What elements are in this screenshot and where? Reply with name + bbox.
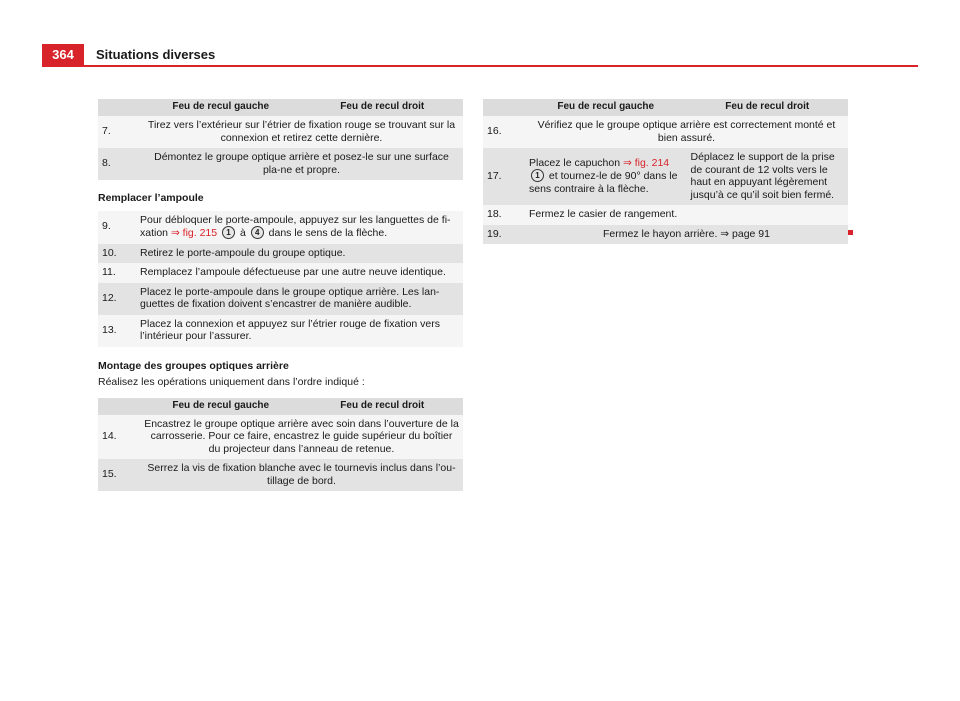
callout-badge: 1 bbox=[531, 169, 544, 182]
header-left-light: Feu de recul gauche bbox=[140, 398, 302, 415]
step-text: Tirez vers l’extérieur sur l’étrier de fixation rouge se trouvant sur la connexion et retirez cette dernière. bbox=[140, 116, 463, 148]
steps-table-removal bbox=[98, 99, 463, 180]
right-column bbox=[483, 99, 848, 244]
step-number: 9. bbox=[98, 211, 136, 244]
step-text: Encastrez le groupe optique arrière avec soin dans l’ouverture de la carrosserie. Pour ce faire, encastrez le guide supérieur du boîtier du projecteur dans l’anneau de retenue. bbox=[140, 415, 463, 460]
step-number: 12. bbox=[98, 283, 136, 315]
table-row bbox=[98, 211, 463, 244]
step-number: 13. bbox=[98, 315, 136, 347]
step-text: Démontez le groupe optique arrière et posez-le sur une surface pla-ne et propre. bbox=[140, 148, 463, 180]
steps-table-replace bbox=[98, 211, 463, 347]
table-header bbox=[98, 99, 463, 116]
steps-table-final bbox=[483, 99, 848, 244]
step-text bbox=[136, 211, 463, 244]
step-text: Serrez la vis de fixation blanche avec le tournevis inclus dans l’ou-tillage de bord. bbox=[140, 459, 463, 491]
step-text: Vérifiez que le groupe optique arrière est correctement monté et bien assuré. bbox=[525, 116, 848, 148]
step-text-part: à bbox=[237, 227, 249, 239]
callout-badge: 1 bbox=[222, 226, 235, 239]
step-text-left-light bbox=[525, 148, 687, 205]
table-row bbox=[98, 415, 463, 460]
step-number: 11. bbox=[98, 263, 136, 283]
table-row bbox=[98, 315, 463, 347]
figure-link[interactable]: ⇒ fig. 214 bbox=[622, 156, 670, 169]
figure-link[interactable]: ⇒ fig. 215 bbox=[170, 227, 218, 239]
page-title: Situations diverses bbox=[96, 47, 216, 62]
header-right-light: Feu de recul droit bbox=[302, 398, 464, 415]
table-row bbox=[98, 459, 463, 491]
table-row bbox=[483, 116, 848, 148]
step-text: Placez le porte-ampoule dans le groupe optique arrière. Les lan-guettes de fixation doivent s’encastrer de manière audible. bbox=[136, 283, 463, 315]
left-column bbox=[98, 99, 463, 491]
step-number: 17. bbox=[483, 148, 525, 205]
table-row bbox=[98, 116, 463, 148]
step-number: 14. bbox=[98, 415, 140, 460]
end-of-section-marker bbox=[848, 230, 853, 235]
section-intro: Réalisez les opérations uniquement dans l’ordre indiqué : bbox=[98, 376, 365, 388]
table-row bbox=[483, 148, 848, 205]
steps-table-mount bbox=[98, 398, 463, 492]
header-blank bbox=[98, 398, 140, 415]
section-title-mount: Montage des groupes optiques arrière bbox=[98, 359, 289, 372]
step-number: 8. bbox=[98, 148, 140, 180]
step-text-part: et tournez-le de 90° dans le sens contraire à la flèche. bbox=[529, 170, 678, 195]
table-row bbox=[98, 148, 463, 180]
header-left-light: Feu de recul gauche bbox=[140, 99, 302, 116]
header-left-light: Feu de recul gauche bbox=[525, 99, 687, 116]
step-text-right-light: Déplacez le support de la prise de courant de 12 volts vers le haut en appuyant légèrement jusqu’à ce qu’il soit bien fermé. bbox=[687, 148, 849, 205]
step-text: Fermez le hayon arrière. ⇒ page 91 bbox=[525, 225, 848, 245]
step-number: 19. bbox=[483, 225, 525, 245]
section-title-replace-bulb: Remplacer l’ampoule bbox=[98, 192, 204, 204]
table-row bbox=[98, 283, 463, 315]
table-row bbox=[483, 205, 848, 225]
step-text-part: dans le sens de la flèche. bbox=[265, 227, 388, 239]
step-text-part: Pour débloquer le porte-ampoule, appuyez sur les languettes de fi-xation bbox=[140, 213, 451, 239]
heading-rule bbox=[42, 65, 918, 67]
step-number: 10. bbox=[98, 244, 136, 264]
step-text: Remplacez l’ampoule défectueuse par une autre neuve identique. bbox=[136, 263, 463, 283]
table-row bbox=[98, 244, 463, 264]
step-text-part: Placez le capuchon bbox=[529, 156, 623, 169]
step-text: Retirez le porte-ampoule du groupe optique. bbox=[136, 244, 463, 264]
step-number: 18. bbox=[483, 205, 525, 225]
header-blank bbox=[483, 99, 525, 116]
header-blank bbox=[98, 99, 140, 116]
step-number: 15. bbox=[98, 459, 140, 491]
step-text: Placez la connexion et appuyez sur l’étrier rouge de fixation vers l’intérieur pour l’assurer. bbox=[136, 315, 463, 347]
callout-badge: 4 bbox=[251, 226, 264, 239]
header-right-light: Feu de recul droit bbox=[302, 99, 464, 116]
step-text: Fermez le casier de rangement. bbox=[525, 205, 848, 225]
table-row bbox=[98, 263, 463, 283]
table-header bbox=[98, 398, 463, 415]
step-number: 7. bbox=[98, 116, 140, 148]
table-header bbox=[483, 99, 848, 116]
header-right-light: Feu de recul droit bbox=[687, 99, 849, 116]
table-row bbox=[483, 225, 848, 245]
page-number: 364 bbox=[42, 44, 84, 66]
step-number: 16. bbox=[483, 116, 525, 148]
